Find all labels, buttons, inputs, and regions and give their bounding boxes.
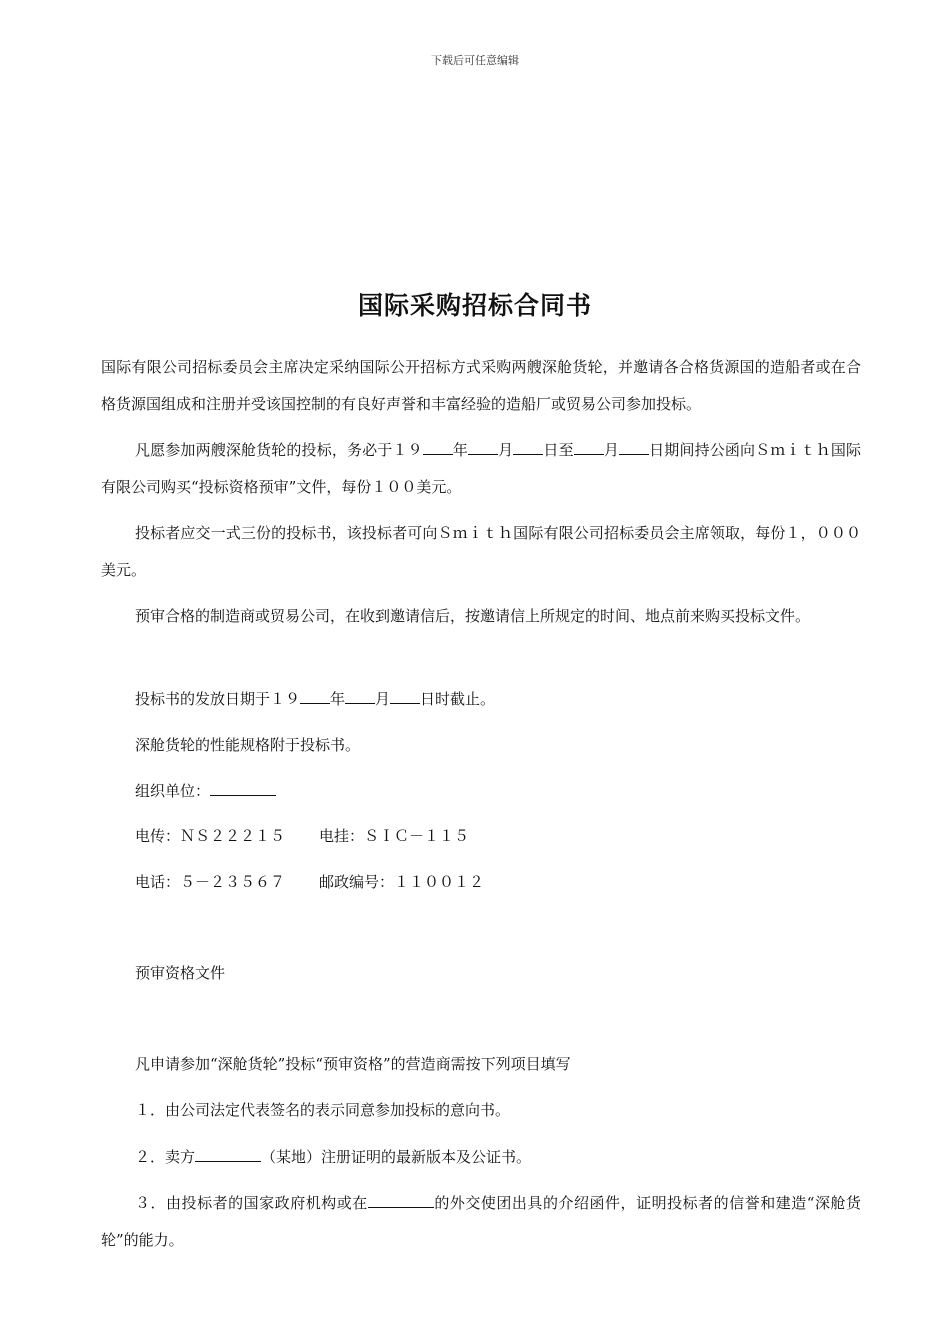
blank-day bbox=[390, 689, 420, 704]
text-segment: ３．由投标者的国家政府机构或在 bbox=[135, 1194, 368, 1212]
blank-month bbox=[345, 689, 375, 704]
text-segment: 月 bbox=[603, 441, 620, 459]
blank-month bbox=[574, 440, 604, 455]
postcode-label: 邮政编号：１１００１２ bbox=[319, 873, 485, 891]
text-segment: 日时截止。 bbox=[420, 690, 496, 708]
blank-month bbox=[468, 440, 498, 455]
text-segment: 月 bbox=[375, 690, 391, 708]
text-segment: 的外交使团出具的介绍函件，证明投标者的信誉和建造“深舱货轮”的能力。 bbox=[101, 1194, 861, 1249]
list-item-1: １．由公司法定代表签名的表示同意参加投标的意向书。 bbox=[135, 1101, 511, 1119]
blank-day bbox=[619, 440, 649, 455]
organization-label: 组织单位： bbox=[135, 782, 211, 800]
blank-year bbox=[300, 689, 330, 704]
text-segment: ２．卖方 bbox=[135, 1148, 196, 1166]
paragraph-specs: 深舱货轮的性能规格附于投标书。 bbox=[135, 736, 361, 754]
header-note: 下载后可任意编辑 bbox=[431, 54, 519, 67]
paragraph-prequalified: 预审合格的制造商或贸易公司，在收到邀请信后，按邀请信上所规定的时间、地点前来购买投标文件。 bbox=[135, 607, 811, 625]
text-segment: 日至 bbox=[543, 441, 574, 459]
section-title: 预审资格文件 bbox=[135, 964, 226, 982]
blank-day bbox=[513, 440, 543, 455]
organization-line bbox=[135, 773, 895, 810]
telex-label: 电传：ＮＳ２２２１５ bbox=[135, 827, 286, 845]
text-segment: 凡愿参加两艘深舱货轮的投标，务必于１９ bbox=[135, 441, 423, 459]
document-title: 国际采购招标合同书 bbox=[357, 291, 592, 320]
text-segment: 年 bbox=[452, 441, 468, 459]
blank-organization bbox=[210, 781, 276, 796]
paragraph-bid-copies: 投标者应交一式三份的投标书，该投标者可向Ｓｍｉｔｈ国际有限公司招标委员会主席领取，每份１，０００美元。 bbox=[101, 524, 861, 579]
list-item-2 bbox=[135, 1139, 895, 1176]
blank-embassy bbox=[368, 1193, 434, 1208]
prequalification-intro: 凡申请参加“深舱货轮”投标“预审资格”的营造商需按下列项目填写 bbox=[135, 1055, 571, 1073]
blank-year bbox=[423, 440, 453, 455]
blank-seller bbox=[195, 1147, 261, 1162]
text-segment: 日期间持公函向Ｓｍｉｔｈ国际有限公司购买“投标资格预审”文件，每份１００美元。 bbox=[101, 441, 861, 496]
contact-line-telex bbox=[135, 818, 895, 855]
contact-line-phone bbox=[135, 864, 895, 901]
text-segment: 年 bbox=[330, 690, 346, 708]
list-item-3 bbox=[101, 1185, 861, 1259]
phone-label: 电话：５－２３５６７ bbox=[135, 873, 286, 891]
cable-label: 电挂：ＳＩＣ－１１５ bbox=[319, 827, 470, 845]
text-segment: （某地）注册证明的最新版本及公证书。 bbox=[261, 1148, 532, 1166]
paragraph-purchase-period bbox=[101, 432, 861, 506]
paragraph-intro: 国际有限公司招标委员会主席决定采纳国际公开招标方式采购两艘深舱货轮，并邀请各合格货源国的造船者或在合格货源国组成和注册并受该国控制的有良好声誉和丰富经验的造船厂或贸易公司参加投标。 bbox=[101, 358, 861, 413]
text-segment: 月 bbox=[497, 441, 514, 459]
paragraph-deadline bbox=[135, 681, 895, 718]
text-segment: 投标书的发放日期于１９ bbox=[135, 690, 301, 708]
